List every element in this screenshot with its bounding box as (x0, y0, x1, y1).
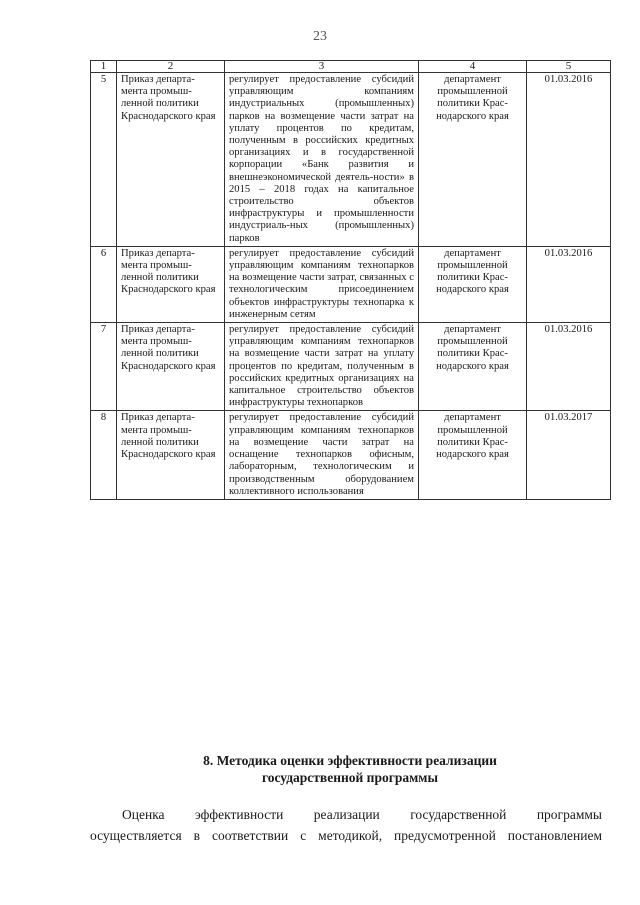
programs-table (90, 60, 611, 500)
page-number: 23 (313, 29, 327, 44)
document-name: Приказ департа-мента промыш-ленной политики Краснодарского края (117, 246, 225, 322)
row-number: 7 (91, 323, 117, 411)
header-col-5: 5 (527, 61, 611, 73)
table-row (91, 73, 611, 247)
header-col-4: 4 (419, 61, 527, 73)
document-name: Приказ департа-мента промыш-ленной политики Краснодарского края (117, 323, 225, 411)
header-col-2: 2 (117, 61, 225, 73)
section-heading-line-1: 8. Методика оценки эффективности реализации (203, 753, 497, 768)
header-col-1: 1 (91, 61, 117, 73)
row-number: 8 (91, 411, 117, 499)
row-number: 5 (91, 73, 117, 247)
header-col-3: 3 (225, 61, 419, 73)
responsible-department: департамент промышленной политики Крас-нодарского края (419, 73, 527, 247)
document-name: Приказ департа-мента промыш-ленной политики Краснодарского края (117, 73, 225, 247)
adoption-date: 01.03.2016 (527, 246, 611, 322)
responsible-department: департамент промышленной политики Крас-нодарского края (419, 411, 527, 499)
adoption-date: 01.03.2016 (527, 73, 611, 247)
responsible-department: департамент промышленной политики Крас-нодарского края (419, 246, 527, 322)
document-description: регулирует предоставление субсидий управляющим компаниям технопарков на возмещение части затрат, связанных с технологическим присоединением объектов инфраструктуры технопарка к инженерным сетям (225, 246, 419, 322)
document-description: регулирует предоставление субсидий управляющим компаниям индустриальных (промышленных) парков на возмещение части затрат на уплату процентов по кредитам, полученным в российских кредитных организациях и в государственной корпорации «Банк развития и внешнеэкономической деятель-ности» в 2015 – 2018 годах на капитальное строительство объектов инфраструктуры и промышленности индустриаль-ных (промышленных) парков (225, 73, 419, 247)
row-number: 6 (91, 246, 117, 322)
document-description: регулирует предоставление субсидий управляющим компаниям технопарков на возмещение части затрат на оснащение технопарков офисным, лабораторным, технологическим и производственным оборудованием коллективного использования (225, 411, 419, 499)
section-heading (150, 752, 550, 786)
table-row (91, 411, 611, 499)
section-heading-line-2: государственной программы (261, 770, 439, 785)
table-row (91, 323, 611, 411)
body-paragraph (90, 804, 602, 846)
document-name: Приказ департа-мента промыш-ленной политики Краснодарского края (117, 411, 225, 499)
paragraph-line-2: осуществляется в соответствии с методикой, предусмотренной постановлением (90, 828, 602, 843)
adoption-date: 01.03.2016 (527, 323, 611, 411)
adoption-date: 01.03.2017 (527, 411, 611, 499)
document-description: регулирует предоставление субсидий управляющим компаниям технопарков на возмещение части затрат на уплату процентов по кредитам, полученным в российских кредитных организациях на капитальное строительство объектов инфраструктуры технопарков (225, 323, 419, 411)
paragraph-line-1: Оценка эффективности реализации государственной программы (122, 807, 602, 822)
responsible-department: департамент промышленной политики Крас-нодарского края (419, 323, 527, 411)
table-header-row (91, 61, 611, 73)
table-row (91, 246, 611, 322)
